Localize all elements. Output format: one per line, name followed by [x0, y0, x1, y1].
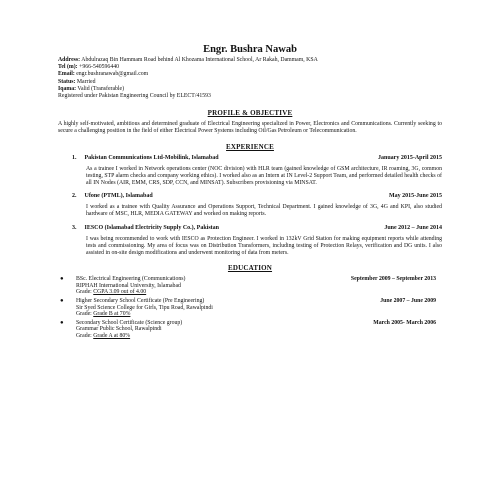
experience-period: January 2015-April 2015	[377, 154, 442, 161]
experience-item	[72, 225, 442, 258]
experience-description: As a trainee I worked in Network operations center (NOC division) with HLR team (gained knowledge of GSM architecture, IR roaming, 3G, common testing, STP alarm checks and company working ethics). I worked also as an Intern at IN Level-2 Support Team, and performed detailed health checks of all IN Nodes (AIR, EMM, CRS, SDP, CCN, and MINSAT). Subscribers provisioning via MINSAT.	[86, 165, 442, 187]
bullet-icon: ●	[60, 276, 64, 283]
contact-block	[58, 57, 442, 100]
status-value: Married	[76, 78, 96, 85]
email-label: Email:	[58, 71, 75, 78]
email-value[interactable]: engr.bushranawab@gmail.com	[76, 71, 149, 78]
email-line	[58, 71, 442, 78]
education-list	[58, 276, 442, 339]
iqama-line	[58, 86, 442, 93]
education-degree: BSc. Electrical Engineering (Communications)	[76, 276, 186, 283]
experience-description: I was being recommended to work with IESCO as Protection Engineer. I worked in 132kV Grid Station for making equipment reports while attending tests and commissioning. My area of focus was on Distribution Transformers, including testing of Protection Relays, verification and DG units. I also assisted in on-site design modifications and underwent monitoring of data from meters.	[86, 235, 442, 257]
tel-value: +966-540596440	[79, 64, 120, 71]
education-institution: Sir Syed Science College for Girls, Tipu Road, Rawalpindi	[76, 304, 213, 311]
education-item: ● Secondary School Certificate (Science group) March 2005- March 2006 Grammar Public School, Rawalpindi Grade: Grade A at 80%	[76, 320, 442, 340]
experience-description: I worked as a trainee with Quality Assurance and Operations Support, Technical Department. I gained knowledge of 3G, 4G and KPI, also studied hardware of MSC, HLR, MEDIA GATEWAY and worked on making reports.	[86, 204, 442, 218]
registration-line: Registered under Pakistan Engineering Council by ELECT/41593	[58, 93, 211, 100]
iqama-value: Valid (Transferable)	[77, 85, 125, 92]
experience-number: 3.	[72, 224, 77, 231]
experience-company: Ufone (PTML), Islamabad	[84, 193, 153, 200]
education-grade: CGPA 3.09 out of 4.00	[93, 289, 147, 296]
experience-period: June 2012 – June 2014	[384, 224, 442, 231]
education-degree: Higher Secondary School Certificate (Pre Engineering)	[76, 298, 205, 305]
education-grade: Grade A at 80%	[93, 333, 131, 339]
experience-number: 1.	[72, 154, 77, 161]
tel-line	[58, 64, 442, 71]
address-label: Address:	[58, 57, 81, 63]
experience-company: IESCO (Islamabad Electricity Supply Co.), Pakistan	[84, 224, 220, 231]
education-institution: RIPHAH International University, Islamabad	[76, 282, 181, 289]
education-institution: Grammar Public School, Rawalpindi	[76, 326, 162, 333]
experience-period: May 2015-June 2015	[389, 193, 442, 200]
education-item: ● Higher Secondary School Certificate (Pre Engineering) June 2007 – June 2009 Sir Syed Science College for Girls, Tipu Road, Rawalpindi Grade: Grade B at 70%	[76, 298, 442, 318]
candidate-name: Engr. Bushra Nawab	[203, 44, 297, 55]
education-period: September 2009 – September 2013	[350, 276, 436, 283]
bullet-icon: ●	[60, 319, 64, 326]
education-period: March 2005- March 2006	[373, 319, 436, 326]
experience-item	[72, 155, 442, 188]
experience-company: Pakistan Communications Ltd-Mobilink, Islamabad	[84, 154, 219, 161]
iqama-label: Iqama:	[58, 85, 77, 92]
education-degree: Secondary School Certificate (Science group)	[76, 319, 183, 326]
education-period: June 2007 – June 2009	[380, 298, 436, 305]
education-heading: EDUCATION	[227, 264, 273, 273]
education-item: ● BSc. Electrical Engineering (Communications) September 2009 – September 2013 RIPHAH International University, Islamabad Grade: CGPA 3.09 out of 4.00	[76, 276, 442, 296]
resume-page	[58, 44, 442, 342]
experience-item	[72, 193, 442, 218]
profile-heading: PROFILE & OBJECTIVE	[207, 109, 293, 118]
experience-number: 2.	[72, 193, 77, 200]
profile-text: A highly self-motivated, ambitious and determined graduate of Electrical Engineering specialized in Power, Electronics and Communications. Currently seeking to secure a challenging position in the field of either Electrical Power Systems including Oil/Gas Petroleum or Telecommunication.	[58, 121, 442, 135]
tel-label: Tel (m):	[58, 64, 78, 71]
address-value: Abdulrazaq Bin Hammam Road behind Al Khozama International School, Ar Rakah, Dammam, KSA	[81, 57, 318, 63]
status-line	[58, 79, 442, 86]
education-grade: Grade B at 70%	[93, 311, 131, 318]
bullet-icon: ●	[60, 298, 64, 305]
status-label: Status:	[58, 78, 76, 85]
experience-heading: EXPERIENCE	[226, 142, 274, 151]
